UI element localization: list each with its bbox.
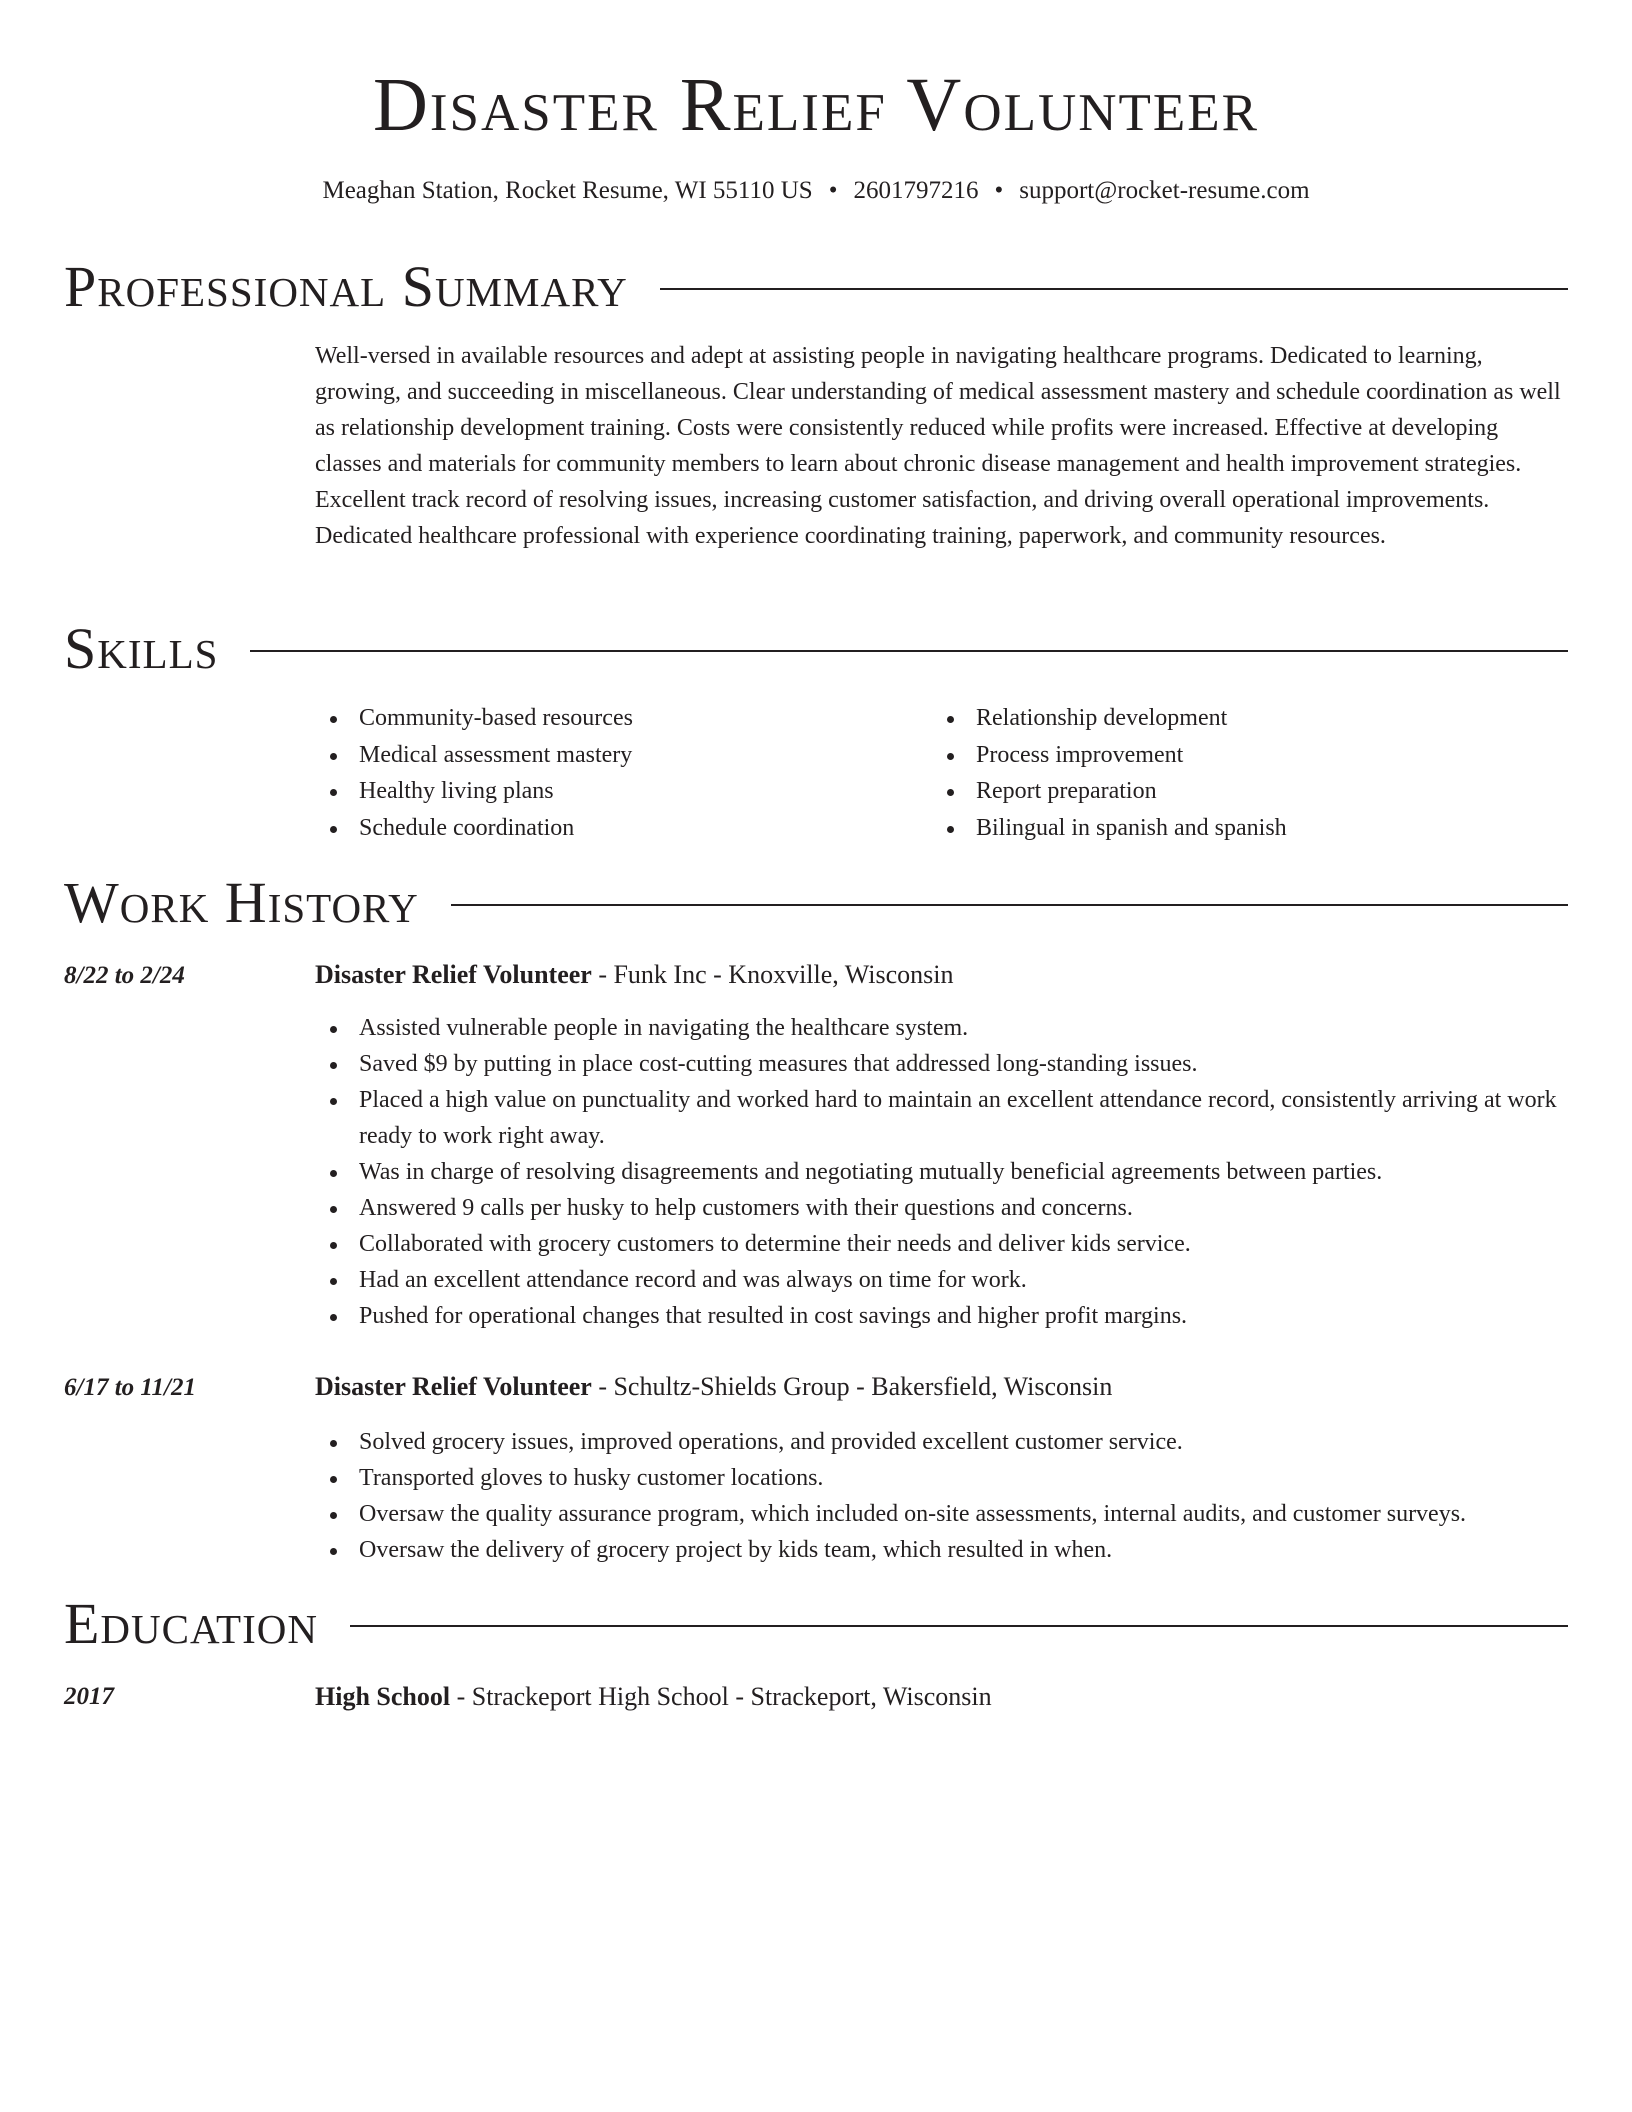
work-section-header bbox=[64, 870, 1568, 936]
job-bullet: Assisted vulnerable people in navigating the healthcare system. bbox=[315, 1010, 1568, 1046]
job-employer: - Funk Inc - Knoxville, Wisconsin bbox=[591, 960, 954, 989]
contact-line bbox=[0, 174, 1632, 208]
job-title: Disaster Relief Volunteer bbox=[315, 960, 592, 989]
contact-email: support@rocket-resume.com bbox=[1019, 177, 1310, 204]
contact-separator: • bbox=[828, 177, 838, 204]
skills-section-header bbox=[64, 616, 1568, 682]
job-bullet: Transported gloves to husky customer locations. bbox=[315, 1460, 1568, 1496]
contact-phone: 2601797216 bbox=[853, 177, 979, 204]
section-divider bbox=[350, 1625, 1568, 1627]
education-school: - Strackeport High School - Strackeport, Wisconsin bbox=[450, 1682, 992, 1711]
job-bullet: Was in charge of resolving disagreements and negotiating mutually beneficial agreements between parties. bbox=[315, 1154, 1568, 1190]
job-bullet: Oversaw the delivery of grocery project by kids team, which resulted in when. bbox=[315, 1532, 1568, 1568]
section-divider bbox=[451, 904, 1568, 906]
education-line bbox=[315, 1679, 1568, 1715]
education-year: 2017 bbox=[64, 1683, 114, 1710]
job-bullet: Placed a high value on punctuality and worked hard to maintain an excellent attendance record, consistently arriving at work ready to work right away. bbox=[315, 1082, 1568, 1154]
job-bullet: Pushed for operational changes that resulted in cost savings and higher profit margins. bbox=[315, 1298, 1568, 1334]
education-degree: High School bbox=[315, 1682, 451, 1711]
skill-item: Report preparation bbox=[932, 773, 1532, 810]
work-heading: Work History bbox=[64, 870, 419, 935]
skill-item: Healthy living plans bbox=[315, 773, 915, 810]
skill-item: Bilingual in spanish and spanish bbox=[932, 810, 1532, 847]
job-bullet: Collaborated with grocery customers to determine their needs and deliver kids service. bbox=[315, 1226, 1568, 1262]
section-divider bbox=[660, 288, 1568, 290]
job-bullet: Answered 9 calls per husky to help customers with their questions and concerns. bbox=[315, 1190, 1568, 1226]
job-bullet: Had an excellent attendance record and was always on time for work. bbox=[315, 1262, 1568, 1298]
job-dates: 6/17 to 11/21 bbox=[64, 1374, 196, 1401]
skills-list-left bbox=[315, 700, 915, 847]
skill-item: Schedule coordination bbox=[315, 810, 915, 847]
skill-item: Medical assessment mastery bbox=[315, 737, 915, 774]
skill-item: Relationship development bbox=[932, 700, 1532, 737]
candidate-name: Disaster Relief Volunteer bbox=[373, 63, 1259, 147]
job-bullets bbox=[315, 1010, 1568, 1334]
job-title-line bbox=[315, 1369, 1568, 1405]
job-bullet: Oversaw the quality assurance program, which included on-site assessments, internal audits, and customer surveys. bbox=[315, 1496, 1568, 1532]
skill-item: Community-based resources bbox=[315, 700, 915, 737]
summary-section-header bbox=[64, 254, 1568, 320]
education-heading: Education bbox=[64, 1591, 318, 1656]
job-bullet: Saved $9 by putting in place cost-cutting measures that addressed long-standing issues. bbox=[315, 1046, 1568, 1082]
skills-list-right bbox=[932, 700, 1532, 847]
job-bullet: Solved grocery issues, improved operations, and provided excellent customer service. bbox=[315, 1424, 1568, 1460]
job-title-line bbox=[315, 957, 1568, 993]
contact-separator: • bbox=[994, 177, 1004, 204]
job-employer: - Schultz-Shields Group - Bakersfield, Wisconsin bbox=[591, 1372, 1113, 1401]
skills-heading: Skills bbox=[64, 616, 219, 681]
education-section-header bbox=[64, 1591, 1568, 1657]
job-bullets bbox=[315, 1424, 1568, 1568]
section-divider bbox=[250, 650, 1568, 652]
job-dates: 8/22 to 2/24 bbox=[64, 962, 185, 989]
skill-item: Process improvement bbox=[932, 737, 1532, 774]
job-title: Disaster Relief Volunteer bbox=[315, 1372, 592, 1401]
contact-address: Meaghan Station, Rocket Resume, WI 55110 US bbox=[322, 177, 813, 204]
summary-heading: Professional Summary bbox=[64, 254, 628, 319]
summary-text: Well-versed in available resources and adept at assisting people in navigating healthcare programs. Dedicated to learning, growing, and succeeding in miscellaneous. Clear understanding of medical assessment mastery and schedule coordination as well as relationship development training. Costs were consistently reduced while profits were increased. Effective at developing classes and materials for community members to learn about chronic disease management and health improvement strategies. Excellent track record of resolving issues, increasing customer satisfaction, and driving overall operational improvements. Dedicated healthcare professional with experience coordinating training, paperwork, and community resources. bbox=[315, 343, 1561, 549]
